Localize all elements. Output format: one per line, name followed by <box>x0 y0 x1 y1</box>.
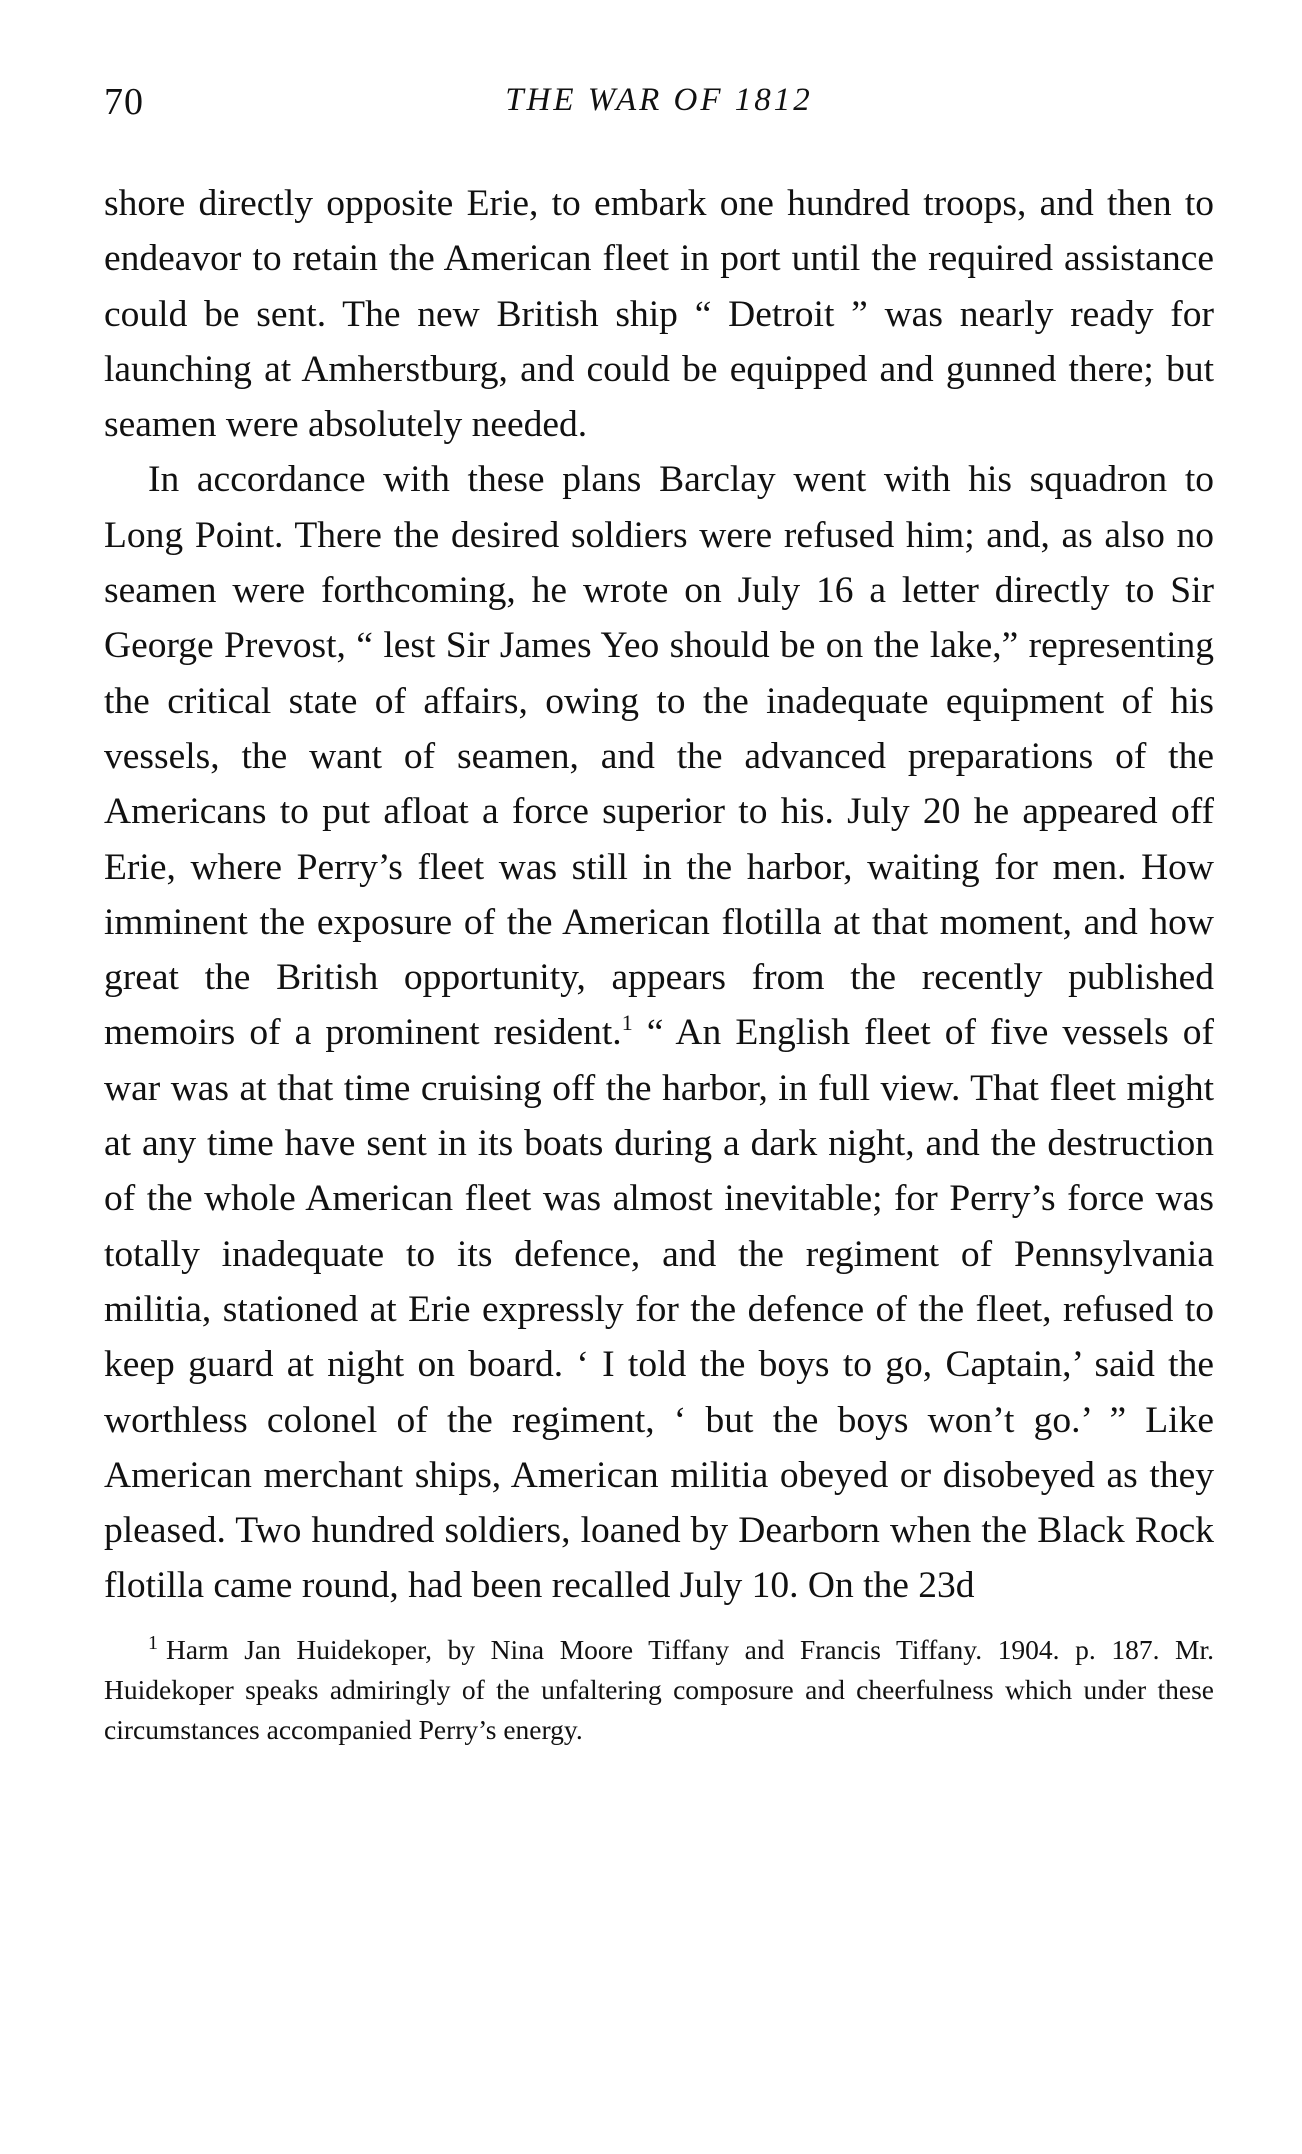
paragraph-text: In accordance with these plans Barclay went with his squadron to Long Point. There the desired soldiers were refused him; and, as also no seamen were forthcoming, he wrote on July 16 a letter directly to Sir George Prevost, “ lest Sir James Yeo should be on the lake,” representing the critical state of affairs, owing to the inadequate equipment of his vessels, the want of seamen, and the advanced preparations of the Americans to put afloat a force superior to his. July 20 he appeared off Erie, where Perry’s fleet was still in the harbor, waiting for men. How imminent the exposure of the American flotilla at that moment, and how great the British opportunity, appears from the recently published memoirs of a prominent resident. <box>104 459 1214 1054</box>
footnote-reference: 1 <box>621 1010 633 1036</box>
book-page <box>104 80 1214 1750</box>
footnote <box>104 1630 1214 1750</box>
page-header <box>104 80 1214 140</box>
footnote-marker: 1 <box>148 1631 158 1654</box>
paragraph-text: “ An English fleet of five vessels of war was at that time cruising off the harbor, in full view. That fleet might at any time have sent in its boats during a dark night, and the destruction of the whole American fleet was almost inevitable; for Perry’s force was totally inadequate to its defence, and the regiment of Pennsylvania militia, stationed at Erie expressly for the defence of the fleet, refused to keep guard at night on board. ‘ I told the boys to go, Captain,’ said the worthless colonel of the regiment, ‘ but the boys won’t go.’ ” Like American merchant ships, American militia obeyed or disobeyed as they pleased. Two hundred soldiers, loaned by Dearborn when the Black Rock flotilla came round, had been recalled July 10. On the 23d <box>104 1012 1214 1607</box>
running-head: THE WAR OF 1812 <box>505 82 813 118</box>
page-number: 70 <box>104 81 144 123</box>
footnote-text: Harm Jan Huidekoper, by Nina Moore Tiffany and Francis Tiffany. 1904. p. 187. Mr. Huidekoper speaks admiringly of the unfaltering composure and cheerfulness which under these circumstances accompanied Perry’s energy. <box>104 1633 1214 1745</box>
body-text <box>104 176 1214 1614</box>
paragraph <box>104 452 1214 1613</box>
paragraph: shore directly opposite Erie, to embark one hundred troops, and then to endeavor to retain the American fleet in port until the required assistance could be sent. The new British ship “ Detroit ” was nearly ready for launching at Amherstburg, and could be equipped and gunned there; but seamen were absolutely needed. <box>104 183 1214 446</box>
